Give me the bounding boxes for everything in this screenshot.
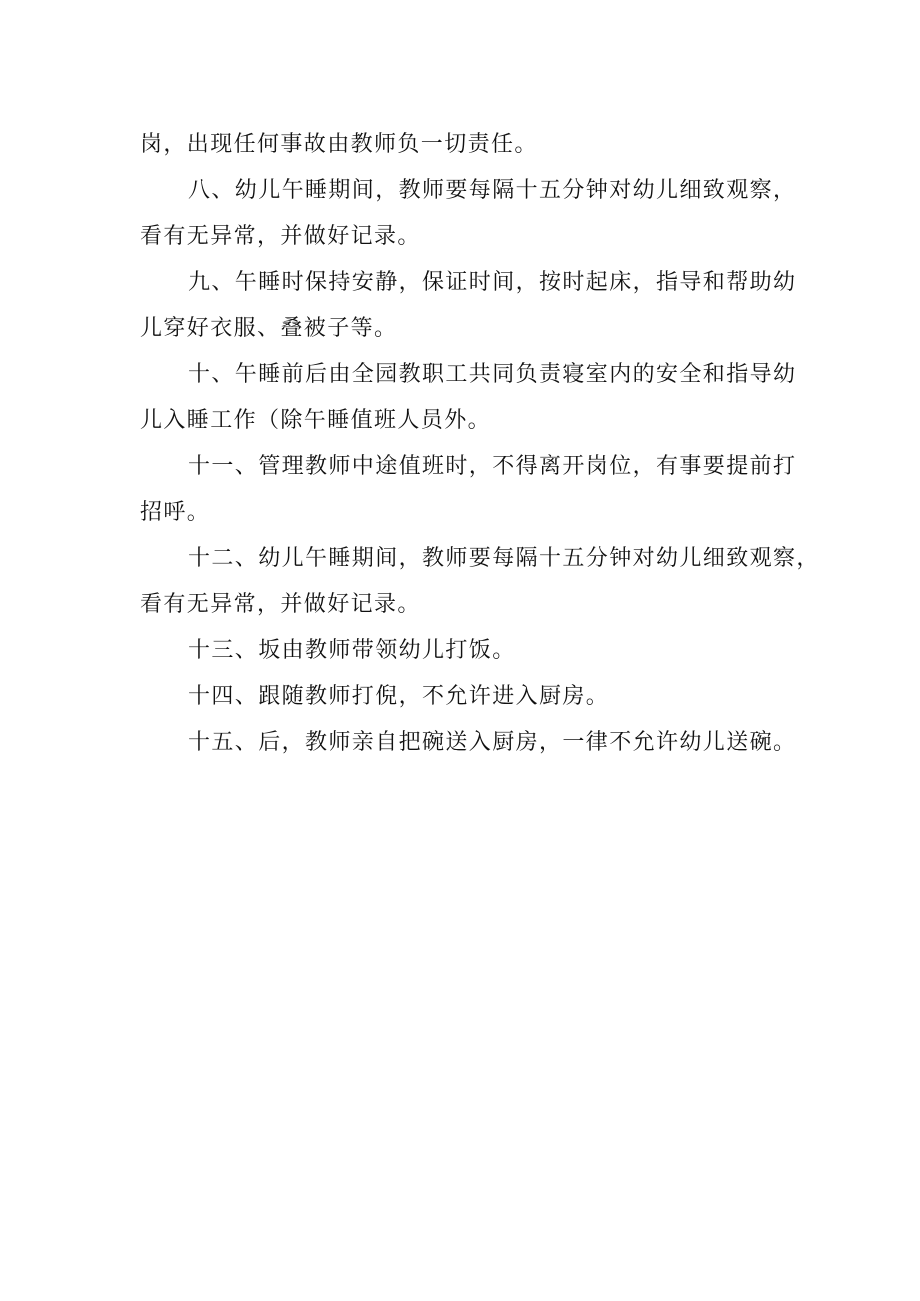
paragraph-line: 十一、管理教师中途值班时，不得离开岗位，有事要提前打 <box>188 454 797 479</box>
paragraph-line: 十四、跟随教师打倪，不允许进入厨房。 <box>188 684 610 709</box>
paragraph-line: 看有无异常，并做好记录。 <box>140 592 421 617</box>
paragraph-line: 十三、坂由教师带领幼儿打饭。 <box>188 638 516 663</box>
paragraph-line: 十五、后，教师亲自把碗送入厨房，一律不允许幼儿送碗。 <box>188 730 797 755</box>
paragraph-line: 九、午睡时保持安静，保证时间，按时起床，指导和帮助幼 <box>188 270 797 295</box>
document-body <box>140 122 820 766</box>
paragraph-line: 八、幼儿午睡期间，教师要每隔十五分钟对幼儿细致观察， <box>188 178 797 203</box>
paragraph-line: 招呼。 <box>140 500 211 525</box>
paragraph-line: 十、午睡前后由全园教职工共同负责寝室内的安全和指导幼 <box>188 362 797 387</box>
paragraph-line: 儿入睡工作（除午睡值班人员外。 <box>140 408 492 433</box>
paragraph-line: 看有无异常，并做好记录。 <box>140 224 421 249</box>
paragraph-line: 十二、幼儿午睡期间，教师要每隔十五分钟对幼儿细致观察， <box>188 546 820 571</box>
paragraph-line: 岗，出现任何事故由教师负一切责任。 <box>140 132 538 157</box>
paragraph-line: 儿穿好衣服、叠被子等。 <box>140 316 398 341</box>
